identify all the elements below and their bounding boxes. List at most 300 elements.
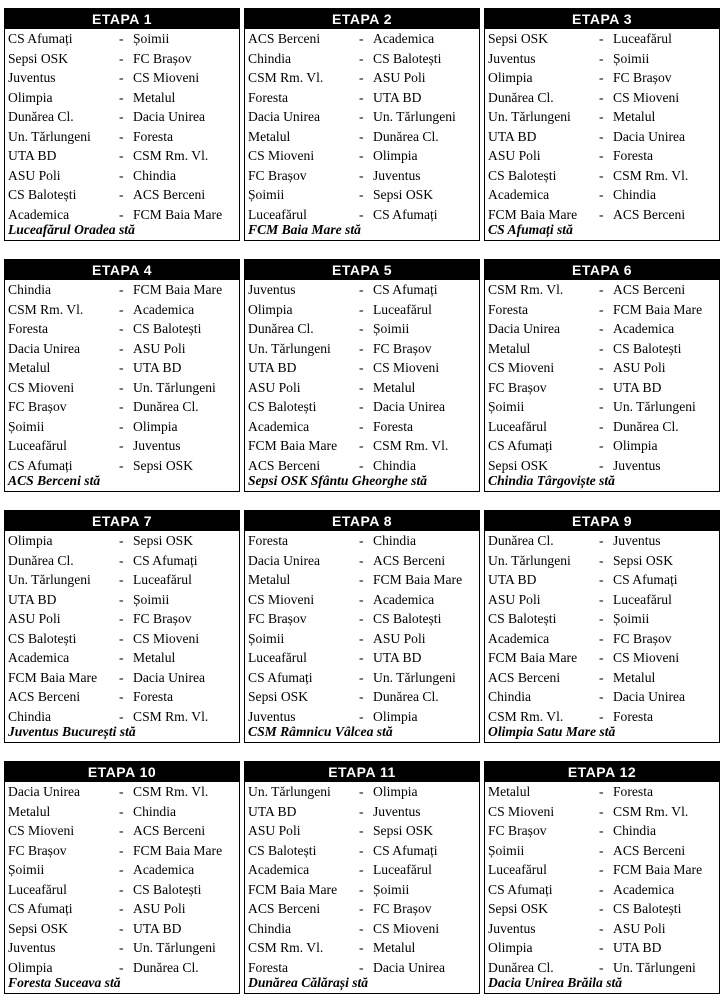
away-team: ACS Berceni [133, 823, 206, 838]
match-separator: - [599, 784, 604, 799]
match-separator: - [599, 50, 604, 66]
match-row [5, 860, 239, 880]
match-separator: - [119, 920, 124, 936]
match-row [485, 860, 719, 880]
match-row [245, 358, 479, 378]
home-team: CS Mioveni [8, 823, 75, 838]
home-team: ACS Berceni [248, 457, 321, 473]
away-team: FC Brașov [373, 340, 432, 356]
match-separator: - [359, 301, 364, 317]
away-team: Foresta [613, 708, 654, 724]
etapa-8 [244, 510, 480, 743]
home-team: Dunărea Cl. [8, 552, 74, 568]
match-separator: - [599, 128, 604, 144]
bye-team: Dunărea Călărași stă [248, 975, 369, 990]
match-row [485, 166, 719, 186]
match-separator: - [359, 50, 364, 66]
home-team: Academica [488, 187, 550, 202]
etapa-title: ETAPA 2 [245, 9, 479, 29]
match-separator: - [359, 591, 364, 607]
home-team: ASU Poli [8, 167, 61, 183]
away-team: UTA BD [613, 940, 662, 955]
match-separator: - [359, 920, 364, 936]
away-team: CS Balotești [133, 321, 202, 336]
etapa-5 [244, 259, 480, 492]
home-team: Olimpia [8, 89, 53, 105]
etapa-7 [4, 510, 240, 743]
away-team: CS Balotești [613, 901, 682, 916]
match-row [5, 938, 239, 958]
home-team: CS Afumați [8, 457, 73, 473]
away-team: Metalul [133, 650, 176, 665]
away-team: FC Brașov [613, 70, 672, 85]
match-separator: - [119, 823, 124, 838]
match-row [245, 629, 479, 649]
match-separator: - [119, 669, 124, 685]
etapa-3 [484, 8, 720, 241]
home-team: Foresta [8, 321, 49, 336]
home-team: Olimpia [488, 940, 533, 955]
match-separator: - [119, 340, 124, 356]
home-team: Un. Tărlungeni [8, 128, 91, 144]
home-team: UTA BD [8, 591, 57, 607]
home-team: ACS Berceni [8, 689, 81, 704]
match-separator: - [119, 862, 124, 877]
match-row [245, 551, 479, 571]
match-row [245, 821, 479, 841]
match-row [245, 146, 479, 166]
match-separator: - [119, 650, 124, 665]
away-team: ACS Berceni [613, 206, 686, 222]
match-separator: - [599, 70, 604, 85]
match-row [485, 899, 719, 919]
away-team: FCM Baia Mare [613, 862, 703, 877]
match-separator: - [119, 630, 124, 646]
match-row [485, 436, 719, 456]
match-separator: - [599, 457, 604, 473]
match-separator: - [119, 591, 124, 607]
home-team: CSM Rm. Vl. [8, 301, 84, 317]
match-separator: - [119, 89, 124, 105]
match-separator: - [599, 109, 604, 124]
match-separator: - [119, 206, 124, 222]
home-team: Luceafărul [488, 418, 547, 434]
home-team: ACS Berceni [248, 31, 321, 46]
match-row [485, 319, 719, 339]
etapa-title: ETAPA 10 [5, 762, 239, 782]
match-separator: - [359, 457, 364, 473]
away-team: Luceafărul [133, 572, 192, 587]
match-row [485, 609, 719, 629]
match-row [245, 860, 479, 880]
home-team: Sepsi OSK [8, 920, 69, 936]
home-team: Sepsi OSK [488, 901, 549, 916]
match-separator: - [359, 360, 364, 375]
match-separator: - [599, 901, 604, 916]
match-row [5, 88, 239, 108]
match-row [245, 782, 479, 802]
match-row [245, 609, 479, 629]
match-separator: - [599, 669, 604, 685]
match-row [485, 397, 719, 417]
match-row [245, 590, 479, 610]
bye-team: Luceafărul Oradea stă [8, 222, 135, 237]
home-team: Dacia Unirea [248, 552, 321, 568]
match-separator: - [119, 31, 124, 46]
bye-team: CS Afumați stă [488, 222, 573, 237]
home-team: ASU Poli [8, 611, 61, 626]
away-team: Foresta [373, 418, 414, 434]
match-separator: - [359, 533, 364, 548]
etapa-9 [484, 510, 720, 743]
away-team: Chindia [133, 803, 177, 819]
home-team: Șoimii [8, 418, 45, 434]
match-separator: - [359, 282, 364, 297]
home-team: Șoimii [248, 630, 285, 646]
match-row [485, 280, 719, 300]
match-row [245, 127, 479, 147]
match-separator: - [599, 920, 604, 936]
match-row [485, 880, 719, 900]
etapa-title: ETAPA 4 [5, 260, 239, 280]
away-team: Metalul [373, 379, 416, 395]
match-row [245, 29, 479, 49]
away-team: Academica [133, 301, 195, 317]
home-team: Metalul [248, 128, 291, 144]
match-row [245, 648, 479, 668]
match-separator: - [359, 901, 364, 916]
home-team: CS Balotești [248, 842, 317, 858]
match-separator: - [599, 89, 604, 105]
home-team: Șoimii [488, 842, 525, 858]
match-row [485, 668, 719, 688]
home-team: CS Afumați [8, 901, 73, 916]
match-separator: - [119, 360, 124, 375]
home-team: Academica [248, 862, 310, 877]
match-row [485, 185, 719, 205]
match-row [5, 68, 239, 88]
match-separator: - [599, 533, 604, 548]
match-row [485, 107, 719, 127]
match-separator: - [599, 591, 604, 607]
match-separator: - [359, 650, 364, 665]
match-separator: - [359, 862, 364, 877]
away-team: CS Mioveni [133, 630, 200, 646]
match-row [485, 417, 719, 437]
match-row [5, 378, 239, 398]
home-team: Chindia [8, 282, 52, 297]
match-separator: - [119, 901, 124, 916]
home-team: UTA BD [488, 128, 537, 144]
match-row [5, 782, 239, 802]
away-team: UTA BD [133, 360, 182, 375]
away-team: CS Mioveni [613, 650, 680, 665]
home-team: Juventus [488, 50, 536, 66]
away-team: Un. Tărlungeni [613, 959, 696, 975]
match-separator: - [599, 187, 604, 202]
away-team: FC Brașov [613, 630, 672, 646]
match-row [5, 280, 239, 300]
home-team: Dunărea Cl. [488, 89, 554, 105]
away-team: FC Brașov [133, 611, 192, 626]
home-team: Sepsi OSK [488, 457, 549, 473]
match-separator: - [119, 50, 124, 66]
match-row [245, 166, 479, 186]
home-team: Luceafărul [248, 650, 307, 665]
home-team: CS Balotești [8, 630, 77, 646]
match-row [245, 339, 479, 359]
match-row [5, 107, 239, 127]
match-separator: - [359, 206, 364, 222]
match-row [245, 687, 479, 707]
away-team: FCM Baia Mare [133, 282, 223, 297]
away-team: Metalul [133, 89, 176, 105]
home-team: FCM Baia Mare [248, 438, 338, 453]
match-separator: - [599, 206, 604, 222]
away-team: CS Afumați [613, 572, 678, 587]
match-separator: - [599, 630, 604, 646]
match-separator: - [599, 689, 604, 704]
match-separator: - [359, 940, 364, 955]
away-team: Dacia Unirea [613, 128, 686, 144]
away-team: Dacia Unirea [373, 399, 446, 414]
away-team: Academica [613, 321, 675, 336]
match-row [245, 88, 479, 108]
match-row [485, 531, 719, 551]
match-row [5, 919, 239, 939]
match-row [245, 880, 479, 900]
home-team: Foresta [248, 959, 289, 975]
away-team: Academica [133, 862, 195, 877]
home-team: Foresta [248, 89, 289, 105]
away-team: Academica [373, 591, 435, 607]
home-team: Metalul [488, 340, 531, 356]
away-team: Metalul [613, 669, 656, 685]
match-row [485, 378, 719, 398]
match-separator: - [119, 689, 124, 704]
home-team: CS Mioveni [488, 360, 555, 375]
away-team: Șoimii [133, 591, 170, 607]
match-row [245, 899, 479, 919]
away-team: CS Afumați [373, 842, 438, 858]
match-separator: - [599, 379, 604, 395]
bye-team: Chindia Târgoviște stă [488, 473, 615, 488]
home-team: ACS Berceni [488, 669, 561, 685]
away-team: CSM Rm. Vl. [133, 148, 209, 163]
match-separator: - [359, 689, 364, 704]
home-team: CS Mioveni [248, 591, 315, 607]
match-separator: - [119, 533, 124, 548]
match-row [485, 68, 719, 88]
away-team: Academica [613, 881, 675, 897]
away-team: Foresta [613, 148, 654, 163]
home-team: Șoimii [488, 399, 525, 414]
away-team: Olimpia [373, 148, 418, 163]
match-separator: - [359, 379, 364, 395]
away-team: Șoimii [373, 881, 410, 897]
match-separator: - [119, 784, 124, 799]
match-row [5, 531, 239, 551]
match-separator: - [119, 611, 124, 626]
away-team: Un. Tărlungeni [613, 399, 696, 414]
match-separator: - [359, 669, 364, 685]
match-row [5, 551, 239, 571]
away-team: Luceafărul [613, 31, 672, 46]
away-team: Un. Tărlungeni [373, 109, 456, 124]
match-row [485, 339, 719, 359]
match-separator: - [599, 321, 604, 336]
match-row [5, 397, 239, 417]
etapa-title: ETAPA 3 [485, 9, 719, 29]
away-team: Luceafărul [613, 591, 672, 607]
away-team: Academica [373, 31, 435, 46]
match-row [485, 802, 719, 822]
match-row [485, 146, 719, 166]
home-team: Foresta [248, 533, 289, 548]
away-team: CSM Rm. Vl. [133, 784, 209, 799]
match-row [5, 570, 239, 590]
home-team: Chindia [248, 50, 292, 66]
home-team: Olimpia [488, 70, 533, 85]
match-separator: - [119, 301, 124, 317]
away-team: CS Balotești [373, 50, 442, 66]
home-team: CS Afumați [488, 438, 553, 453]
home-team: FC Brașov [488, 823, 547, 838]
home-team: CS Afumați [248, 669, 313, 685]
bye-team: Juventus București stă [8, 724, 136, 739]
match-row [245, 531, 479, 551]
away-team: Dunărea Cl. [613, 418, 679, 434]
match-row [5, 802, 239, 822]
home-team: Sepsi OSK [8, 50, 69, 66]
away-team: ASU Poli [613, 360, 666, 375]
away-team: Șoimii [613, 50, 650, 66]
away-team: ASU Poli [133, 340, 186, 356]
away-team: Șoimii [613, 611, 650, 626]
match-separator: - [359, 784, 364, 799]
match-separator: - [119, 881, 124, 897]
match-separator: - [359, 823, 364, 838]
away-team: ACS Berceni [133, 187, 206, 202]
home-team: Sepsi OSK [488, 31, 549, 46]
away-team: Dunărea Cl. [133, 399, 199, 414]
away-team: CSM Rm. Vl. [613, 167, 689, 183]
away-team: CS Balotești [133, 881, 202, 897]
home-team: CS Afumați [8, 31, 73, 46]
match-separator: - [599, 708, 604, 724]
away-team: Metalul [613, 109, 656, 124]
match-row [5, 49, 239, 69]
home-team: Luceafărul [488, 862, 547, 877]
away-team: Dacia Unirea [613, 689, 686, 704]
home-team: CS Balotești [488, 611, 557, 626]
etapa-title: ETAPA 1 [5, 9, 239, 29]
match-separator: - [599, 842, 604, 858]
match-separator: - [119, 803, 124, 819]
home-team: Metalul [8, 360, 51, 375]
away-team: Chindia [373, 457, 417, 473]
away-team: Olimpia [613, 438, 658, 453]
home-team: Un. Tărlungeni [488, 109, 571, 124]
match-row [245, 668, 479, 688]
match-separator: - [119, 109, 124, 124]
away-team: Sepsi OSK [373, 823, 434, 838]
match-row [485, 821, 719, 841]
home-team: Juventus [488, 920, 536, 936]
home-team: FC Brașov [248, 611, 307, 626]
away-team: Dunărea Cl. [373, 689, 439, 704]
match-row [245, 49, 479, 69]
home-team: Academica [8, 650, 70, 665]
match-separator: - [599, 823, 604, 838]
match-row [245, 436, 479, 456]
match-separator: - [359, 321, 364, 336]
away-team: Sepsi OSK [613, 552, 674, 568]
away-team: Luceafărul [373, 301, 432, 317]
home-team: FCM Baia Mare [8, 669, 98, 685]
match-separator: - [119, 167, 124, 183]
home-team: UTA BD [8, 148, 57, 163]
match-separator: - [119, 708, 124, 724]
etapa-title: ETAPA 12 [485, 762, 719, 782]
match-separator: - [119, 148, 124, 163]
home-team: Metalul [488, 784, 531, 799]
match-row [245, 378, 479, 398]
match-separator: - [119, 321, 124, 336]
home-team: Metalul [8, 803, 51, 819]
match-row [485, 648, 719, 668]
match-row [245, 802, 479, 822]
match-row [5, 899, 239, 919]
away-team: Un. Tărlungeni [133, 940, 216, 955]
home-team: Chindia [488, 689, 532, 704]
match-separator: - [119, 379, 124, 395]
away-team: ASU Poli [373, 630, 426, 646]
home-team: Un. Tărlungeni [248, 340, 331, 356]
away-team: Olimpia [373, 708, 418, 724]
match-row [245, 570, 479, 590]
match-row [245, 841, 479, 861]
bye-team: CSM Râmnicu Vâlcea stă [248, 724, 393, 739]
away-team: Dacia Unirea [133, 109, 206, 124]
match-separator: - [599, 940, 604, 955]
match-row [485, 49, 719, 69]
match-separator: - [599, 611, 604, 626]
away-team: FCM Baia Mare [613, 301, 703, 317]
match-row [5, 339, 239, 359]
match-separator: - [119, 959, 124, 975]
etapa-10 [4, 761, 240, 994]
home-team: Luceafărul [8, 881, 67, 897]
match-separator: - [599, 862, 604, 877]
match-separator: - [599, 167, 604, 183]
home-team: CS Balotești [248, 399, 317, 414]
match-row [245, 185, 479, 205]
match-row [485, 938, 719, 958]
away-team: Juventus [373, 167, 421, 183]
home-team: Foresta [488, 301, 529, 317]
bye-team: Olimpia Satu Mare stă [488, 724, 616, 739]
match-row [5, 166, 239, 186]
match-separator: - [119, 572, 124, 587]
away-team: FCM Baia Mare [133, 842, 223, 858]
home-team: CS Mioveni [488, 803, 555, 819]
home-team: ASU Poli [248, 823, 301, 838]
match-separator: - [359, 148, 364, 163]
match-separator: - [359, 187, 364, 202]
home-team: CS Mioveni [8, 379, 75, 395]
away-team: Dacia Unirea [133, 669, 206, 685]
